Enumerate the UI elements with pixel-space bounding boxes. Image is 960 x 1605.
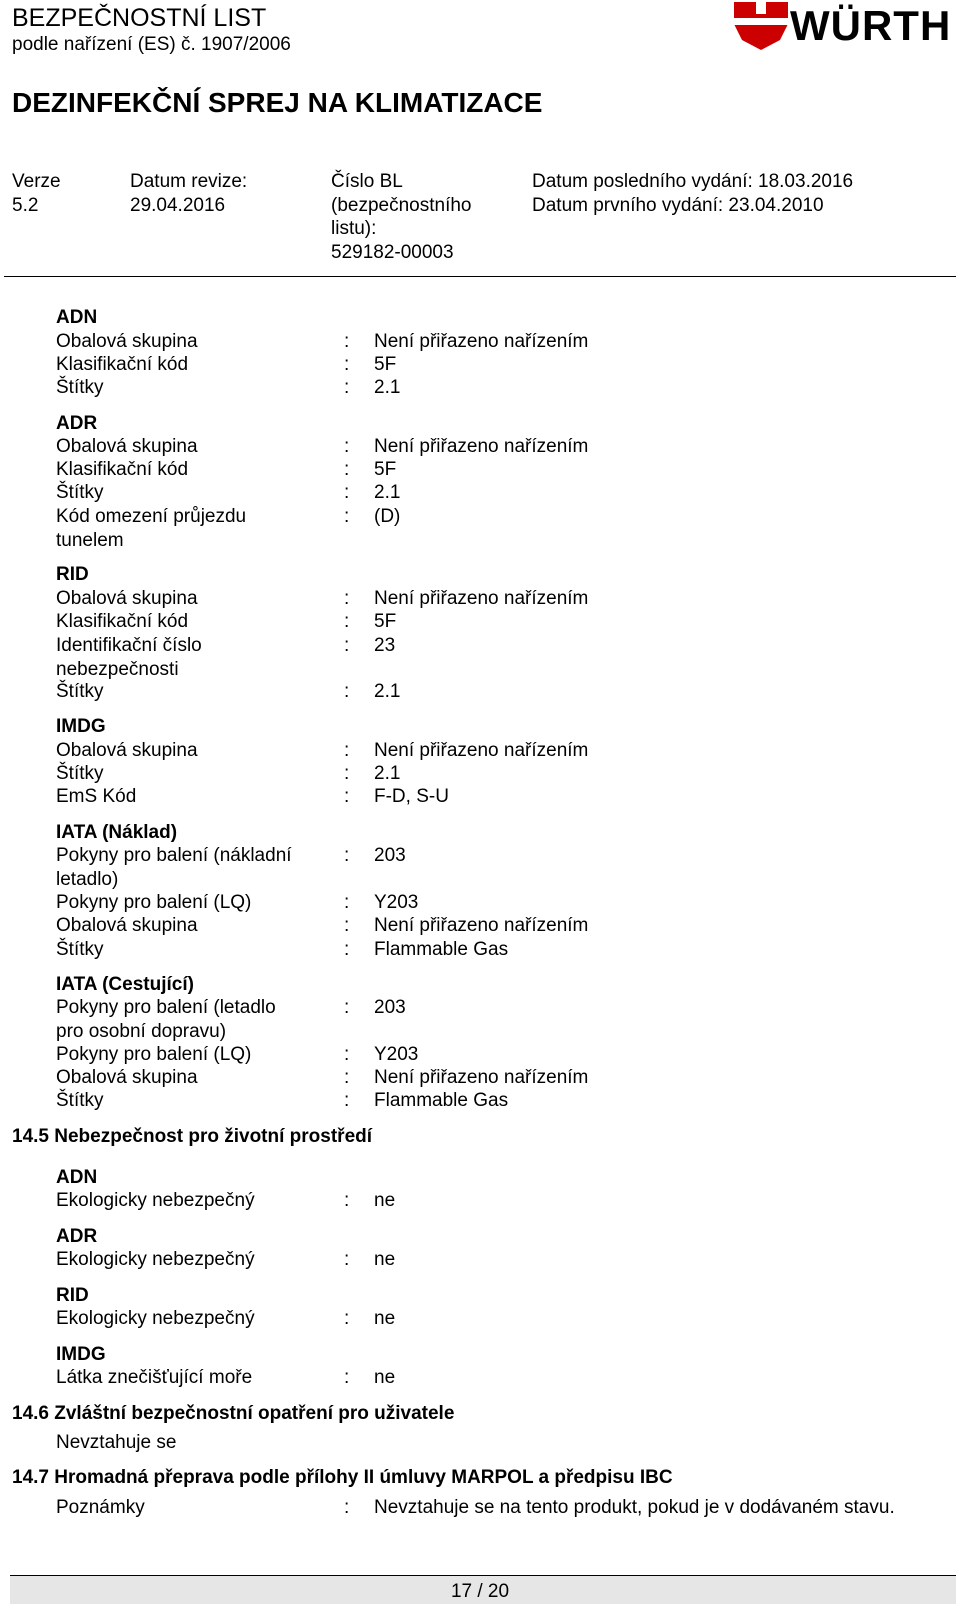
row-label: Štítky [56,482,104,503]
row-value: 5F [374,459,397,480]
revision-value: 29.04.2016 [130,194,226,216]
row-label: Štítky [56,377,104,398]
row-value: 2.1 [374,482,401,503]
row-colon: : [344,635,350,656]
row-label: Klasifikační kód [56,459,189,480]
version-label: Verze [12,171,61,192]
brand-name: WÜRTH [790,2,952,49]
row-label: Pokyny pro balení (letadlo pro osobní dopravu) [56,997,276,1042]
row-colon: : [344,1308,350,1329]
row-colon: : [344,482,350,503]
row-label: Ekologicky nebezpečný [56,1308,255,1329]
row-value: Není přiřazeno nařízením [374,436,589,457]
adn-heading: ADN [56,307,98,328]
row-label: Pokyny pro balení (LQ) [56,1044,252,1065]
row-label: Látka znečišťující moře [56,1367,253,1388]
sds-number-value: 529182-00003 [331,241,454,263]
row-value: Y203 [374,1044,419,1065]
row-value: 2.1 [374,377,401,398]
row-label: Klasifikační kód [56,354,189,375]
section-14-5-title: 14.5 Nebezpečnost pro životní prostředí [12,1126,373,1147]
row-value: ne [374,1367,396,1388]
env-rid-heading: RID [56,1285,89,1306]
revision-label: Datum revize: [130,171,248,192]
row-colon: : [344,1190,350,1211]
row-colon: : [344,1090,350,1111]
row-label: Obalová skupina [56,331,198,352]
row-value: 2.1 [374,763,401,784]
row-label: Ekologicky nebezpečný [56,1190,255,1211]
meta-version [12,170,112,217]
rid-heading: RID [56,564,89,585]
meta-issue-dates [532,170,952,217]
row-label: Štítky [56,763,104,784]
row-colon: : [344,892,350,913]
row-colon: : [344,915,350,936]
row-colon: : [344,1044,350,1065]
row-colon: : [344,331,350,352]
env-imdg-heading: IMDG [56,1344,106,1365]
meta-revision [130,170,320,217]
row-label: Obalová skupina [56,436,198,457]
row-label: EmS Kód [56,786,137,807]
version-value: 5.2 [12,194,39,216]
section-14-7-title: 14.7 Hromadná přeprava podle přílohy II úmluvy MARPOL a předpisu IBC [12,1467,673,1488]
row-value: Není přiřazeno nařízením [374,331,589,352]
row-label: Kód omezení průjezdu tunelem [56,506,247,551]
row-value: Flammable Gas [374,1090,509,1111]
row-colon: : [344,459,350,480]
row-value: 203 [374,845,406,866]
row-colon: : [344,354,350,375]
row-colon: : [344,997,350,1018]
row-value: ne [374,1308,396,1329]
row-label: Štítky [56,681,104,702]
iata-cargo-heading: IATA (Náklad) [56,822,178,843]
regulation-subtitle: podle nařízení (ES) č. 1907/2006 [12,34,291,55]
row-label: Obalová skupina [56,1067,198,1088]
row-colon: : [344,377,350,398]
row-value: F-D, S-U [374,786,449,807]
row-value: ne [374,1249,396,1270]
section-14-6-title: 14.6 Zvláštní bezpečnostní opatření pro uživatele [12,1403,455,1424]
section-14-6-text: Nevztahuje se [56,1432,177,1453]
row-value: 203 [374,997,406,1018]
row-value: 2.1 [374,681,401,702]
row-colon: : [344,588,350,609]
row-value: Není přiřazeno nařízením [374,915,589,936]
row-value: Y203 [374,892,419,913]
first-issue-date: Datum prvního vydání: 23.04.2010 [532,194,824,216]
page-number: 17 / 20 [450,1581,510,1602]
env-adn-heading: ADN [56,1167,98,1188]
document-type-title: BEZPEČNOSTNÍ LIST [12,4,267,32]
row-value: 5F [374,354,397,375]
row-label: Poznámky [56,1497,145,1518]
row-colon: : [344,740,350,761]
adr-heading: ADR [56,413,98,434]
row-label: Obalová skupina [56,915,198,936]
row-value: Flammable Gas [374,939,509,960]
row-label: Pokyny pro balení (nákladní letadlo) [56,845,292,890]
row-colon: : [344,1497,350,1518]
row-value: (D) [374,506,401,527]
row-colon: : [344,1067,350,1088]
row-label: Obalová skupina [56,588,198,609]
row-colon: : [344,436,350,457]
row-label: Identifikační číslo nebezpečnosti [56,635,202,680]
product-name: DEZINFEKČNÍ SPREJ NA KLIMATIZACE [12,87,543,118]
imdg-heading: IMDG [56,716,106,737]
row-colon: : [344,786,350,807]
iata-passenger-heading: IATA (Cestující) [56,974,194,995]
row-label: Pokyny pro balení (LQ) [56,892,252,913]
env-adr-heading: ADR [56,1226,98,1247]
header-divider [4,276,956,277]
row-colon: : [344,939,350,960]
row-value: ne [374,1190,396,1211]
row-label: Štítky [56,1090,104,1111]
row-value: Nevztahuje se na tento produkt, pokud je v dodávaném stavu. [374,1497,895,1518]
row-colon: : [344,1367,350,1388]
row-label: Klasifikační kód [56,611,189,632]
row-colon: : [344,845,350,866]
row-label: Obalová skupina [56,740,198,761]
row-value: Není přiřazeno nařízením [374,1067,589,1088]
row-value: Není přiřazeno nařízením [374,588,589,609]
row-colon: : [344,506,350,527]
row-value: Není přiřazeno nařízením [374,740,589,761]
sds-number-label: Číslo BL (bezpečnostního listu): [331,171,472,239]
last-issue-date: Datum posledního vydání: 18.03.2016 [532,171,854,192]
row-value: 5F [374,611,397,632]
row-colon: : [344,1249,350,1270]
row-label: Ekologicky nebezpečný [56,1249,255,1270]
row-value: 23 [374,635,396,656]
row-label: Štítky [56,939,104,960]
row-colon: : [344,681,350,702]
meta-sds-number [331,170,501,264]
row-colon: : [344,611,350,632]
row-colon: : [344,763,350,784]
